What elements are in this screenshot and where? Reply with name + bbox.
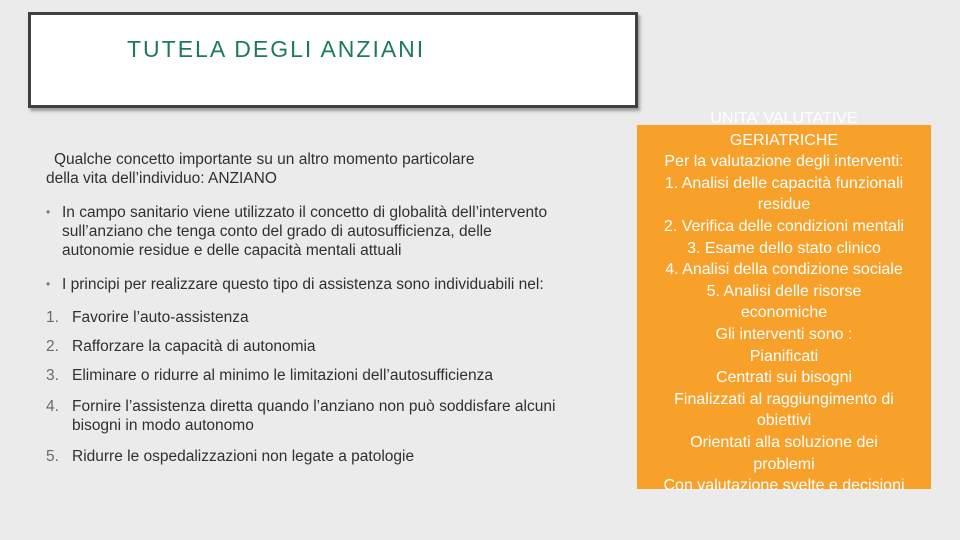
principle-item xyxy=(46,308,556,327)
principle-number: 4. xyxy=(46,398,59,415)
intro-paragraph xyxy=(46,150,556,188)
principle-text: Rafforzare la capacità di autonomia xyxy=(72,338,316,355)
bullet-item xyxy=(46,203,556,260)
box-line: obiettivi xyxy=(756,412,812,430)
principle-item xyxy=(46,447,556,466)
box-line: problemi xyxy=(753,455,815,473)
bullet-text: In campo sanitario viene utilizzato il concetto di globalità dell’intervento sull’anziano che tenga conto del grado di autosufficienza, delle autonomie residue e delle capacità mentali attuali xyxy=(62,204,548,259)
principle-text: Favorire l’auto-assistenza xyxy=(72,309,249,326)
principle-number: 1. xyxy=(46,309,59,326)
box-line: 1. Analisi delle capacità funzionali xyxy=(664,174,904,192)
principle-number: 3. xyxy=(46,367,59,384)
box-line: Finalizzati al raggiungimento di xyxy=(674,390,894,408)
box-line: Per la valutazione degli interventi: xyxy=(664,153,904,171)
bullet-item xyxy=(46,275,556,294)
principle-text: Fornire l’assistenza diretta quando l’anziano non può soddisfare alcuni bisogni in modo autonomo xyxy=(72,398,556,434)
box-line: Gli interventi sono : xyxy=(715,325,853,343)
box-line: Centrati sui bisogni xyxy=(715,369,853,387)
principle-item xyxy=(46,397,556,435)
box-line: 4. Analisi della condizione sociale xyxy=(665,261,903,279)
box-line: 3. Esame dello stato clinico xyxy=(687,239,881,257)
box-line: Con valutazione svelte e decisioni xyxy=(663,477,905,495)
intro-line-2: della vita dell’individuo: ANZIANO xyxy=(46,170,277,187)
principle-number: 5. xyxy=(46,448,59,465)
page-title: TUTELA DEGLI ANZIANI xyxy=(127,36,426,62)
principle-number: 2. xyxy=(46,338,59,355)
box-line: GERIATRICHE xyxy=(729,131,839,149)
principle-text: Eliminare o ridurre al minimo le limitazioni dell’autosufficienza xyxy=(72,367,493,384)
principle-item xyxy=(46,337,556,356)
box-line: residue xyxy=(757,196,811,214)
principle-text: Ridurre le ospedalizzazioni non legate a patologie xyxy=(72,448,415,465)
content-column xyxy=(46,150,556,478)
box-line: economiche xyxy=(740,304,828,322)
principle-item xyxy=(46,366,556,385)
box-line: Pianificati xyxy=(749,347,819,365)
box-line: UNITA’ VALUTATIVE xyxy=(710,110,858,127)
bullet-text: I principi per realizzare questo tipo di assistenza sono individuabili nel: xyxy=(62,276,544,293)
evaluation-box-text xyxy=(637,108,931,497)
box-line: 5. Analisi delle risorse xyxy=(706,282,862,300)
bullet-icon: • xyxy=(46,205,51,219)
intro-line-1: Qualche concetto importante su un altro momento particolare xyxy=(54,151,475,168)
bullet-icon: • xyxy=(46,277,51,291)
box-line: Orientati alla soluzione dei xyxy=(690,433,878,451)
box-line: 2. Verifica delle condizioni mentali xyxy=(663,217,905,235)
